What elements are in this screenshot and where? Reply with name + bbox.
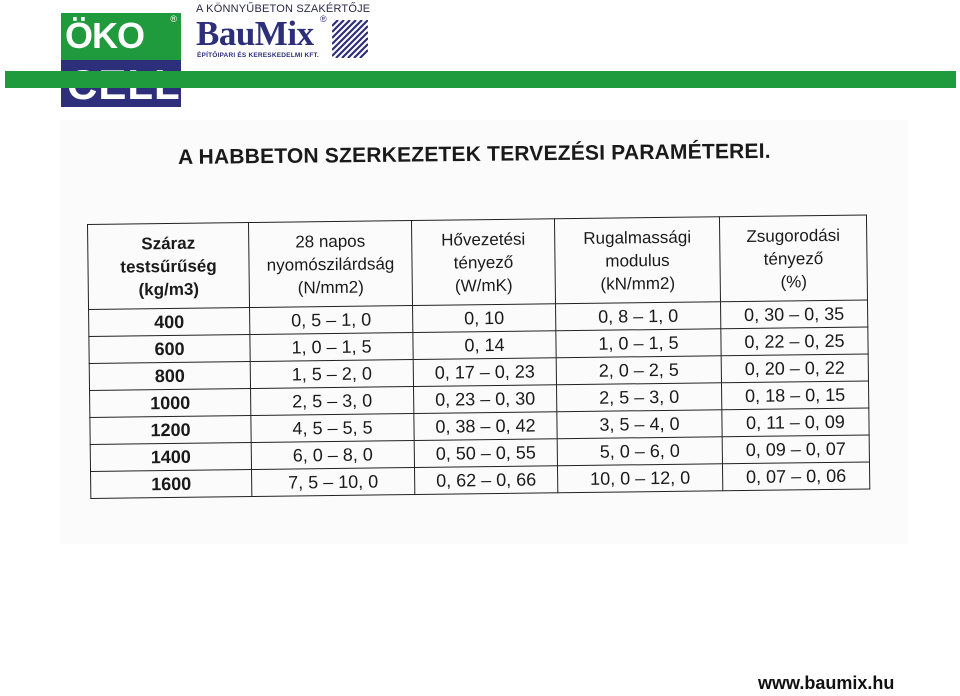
header-line: modulus (605, 250, 670, 271)
header-line: (W/mK) (454, 275, 513, 296)
table-cell: 7, 5 – 10, 0 (252, 468, 415, 497)
baumix-stripes-icon (332, 20, 368, 58)
header-line: Rugalmassági (583, 227, 692, 248)
table-cell: 0, 11 – 0, 09 (722, 408, 869, 437)
table-cell: 0, 10 (413, 304, 556, 333)
oko-cell-logo (61, 13, 181, 107)
header-line: 28 napos (295, 231, 366, 251)
table-cell: 0, 38 – 0, 42 (414, 412, 557, 441)
table-cell: 400 (89, 308, 250, 337)
oko-logo-top (61, 13, 181, 60)
table-cell: 2, 5 – 3, 0 (556, 383, 721, 412)
header-line: (kN/mm2) (600, 273, 676, 294)
header-line: (%) (780, 271, 808, 292)
column-header-shrinkage (719, 215, 867, 302)
table-cell: 800 (89, 362, 250, 391)
tagline: A KÖNNYŰBETON SZAKÉRTŐJE (196, 3, 371, 15)
header-line: tényező (453, 252, 514, 273)
parameters-table (87, 214, 870, 499)
table-cell: 0, 30 – 0, 35 (720, 300, 867, 329)
header-line: (kg/m3) (138, 279, 200, 299)
table-cell: 600 (89, 335, 250, 364)
header-line: Zsugorodási (746, 225, 841, 246)
header-green-band (5, 71, 956, 88)
baumix-logo-subtitle: ÉPÍTŐIPARI ÉS KERESKEDELMI KFT. (197, 52, 320, 59)
column-header-density (88, 223, 250, 310)
table-cell: 1, 0 – 1, 5 (250, 333, 413, 362)
table-cell: 0, 09 – 0, 07 (722, 435, 869, 464)
table-cell: 0, 62 – 0, 66 (414, 466, 557, 495)
table-cell: 0, 07 – 0, 06 (722, 462, 869, 491)
document-title: A HABBETON SZERKEZETEK TERVEZÉSI PARAMÉTEREI. (177, 139, 771, 169)
header-line: testsűrűség (120, 255, 217, 277)
table-cell: 0, 17 – 0, 23 (413, 358, 556, 387)
table-cell: 0, 50 – 0, 55 (414, 439, 557, 468)
table-cell: 1200 (90, 416, 251, 445)
table-cell: 6, 0 – 8, 0 (251, 441, 414, 470)
table-header-row (88, 215, 868, 310)
table-cell: 1400 (90, 443, 251, 472)
table-cell: 0, 20 – 0, 22 (721, 354, 868, 383)
table-cell: 5, 0 – 6, 0 (557, 437, 722, 466)
table-cell: 3, 5 – 4, 0 (557, 410, 722, 439)
table-cell: 0, 18 – 0, 15 (721, 381, 868, 410)
table-cell: 0, 23 – 0, 30 (414, 385, 557, 414)
header-line: nyomószilárdság (266, 253, 395, 275)
table-cell: 1, 5 – 2, 0 (250, 360, 413, 389)
baumix-logo-name: BauMix (196, 14, 314, 53)
table-cell: 1, 0 – 1, 5 (556, 329, 721, 358)
table-cell: 2, 5 – 3, 0 (251, 387, 414, 416)
header-line: Hővezetési (441, 229, 526, 250)
oko-registered-mark: ® (170, 14, 177, 24)
column-header-compressive-strength (248, 221, 412, 308)
table-cell: 4, 5 – 5, 5 (251, 414, 414, 443)
table-cell: 0, 5 – 1, 0 (250, 306, 413, 335)
header-line: tényező (763, 248, 824, 269)
scanned-document (60, 120, 908, 544)
column-header-elastic-modulus (554, 217, 720, 304)
table-cell: 10, 0 – 12, 0 (557, 464, 722, 493)
table-cell: 0, 22 – 0, 25 (721, 327, 868, 356)
table-cell: 0, 8 – 1, 0 (556, 302, 721, 331)
table-cell: 0, 14 (413, 331, 556, 360)
header-line: (N/mm2) (297, 277, 364, 297)
table-cell: 2, 0 – 2, 5 (556, 356, 721, 385)
table-cell: 1600 (91, 470, 252, 499)
baumix-registered-mark: ® (320, 14, 327, 24)
website-link[interactable]: www.baumix.hu (758, 673, 895, 693)
oko-logo-text: ÖKO (65, 15, 145, 56)
column-header-thermal-conductivity (411, 219, 555, 306)
baumix-logo (196, 14, 372, 60)
header-line: Száraz (141, 233, 196, 253)
table-cell: 1000 (90, 389, 251, 418)
